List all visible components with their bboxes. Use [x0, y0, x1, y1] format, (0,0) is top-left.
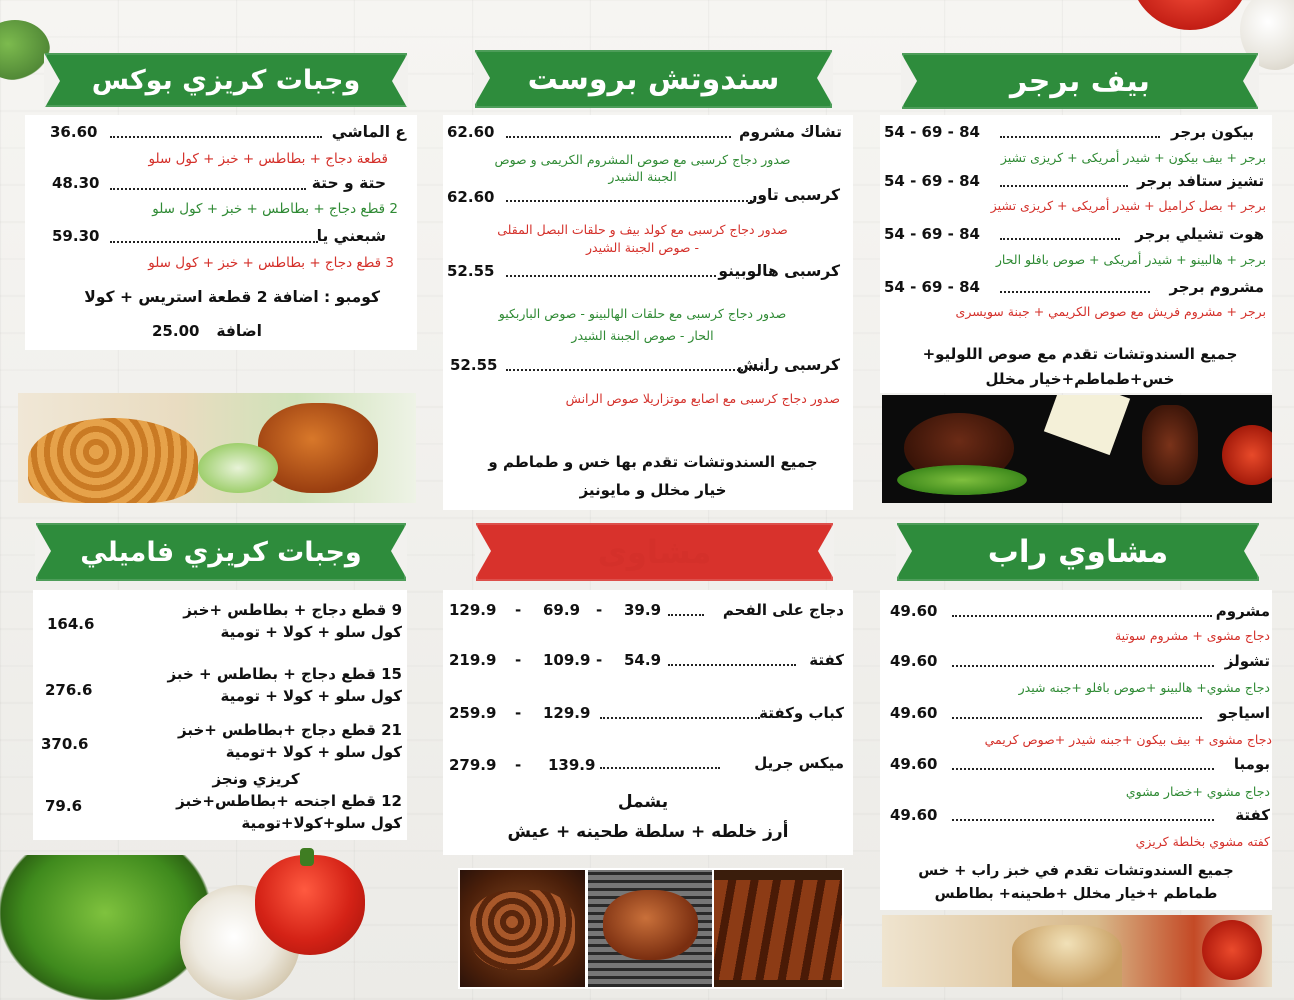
combo-line: كومبو : اضافة 2 قطعة استريس + كولا [84, 288, 380, 306]
menu-item-price: 219.9 [449, 651, 497, 669]
dotted-leader [506, 136, 731, 138]
lettuce-decoration-top [0, 20, 50, 80]
broast-note: جميع السندوتشات تقدم بها خس و طماطم و خيار مخلل و مايونيز [488, 453, 818, 499]
menu-item-desc: صدور دجاج كرسبى مع حلقات الهالبينو - صوص الباربكيو الحار - صوص الجبنة الشيدر [498, 306, 787, 343]
addition-price: 25.00 [152, 322, 200, 340]
family-meal-price: 79.6 [45, 797, 83, 815]
beef-note: جميع السندوتشات تقدم مع صوص اللوليو+ خس+طماطم+خيار مخلل [922, 345, 1238, 388]
menu-item-price: 36.60 [50, 123, 98, 141]
menu-item-desc: صدور دجاج كرسبى مع اصابع موتزاريلا صوص الرانش [565, 391, 840, 406]
dotted-leader [1000, 185, 1128, 187]
menu-item-price: 54 - 69 - 84 [884, 123, 980, 141]
menu-item-name: دجاج على الفحم [722, 601, 844, 619]
grill-includes-items: أرز خلطه + سلطة طحينه + عيش [507, 822, 789, 842]
crazy-family-title: وجبات كريزي فاميلي [80, 536, 362, 568]
grill-photo-2 [586, 868, 714, 989]
menu-item-desc: 2 قطع دجاج + بطاطس + خبز + كول سلو [152, 201, 398, 217]
menu-item-price: 54 - 69 - 84 [884, 225, 980, 243]
menu-item-desc: صدور دجاج كرسبى مع صوص المشروم الكريمى و صوص الجبنة الشيدر [494, 152, 791, 184]
menu-item-price: 259.9 [449, 704, 497, 722]
menu-item-price: 69.9 [543, 601, 581, 619]
menu-item-price: 48.30 [52, 174, 100, 192]
dotted-leader [952, 768, 1214, 770]
dotted-leader [952, 819, 1214, 821]
family-meal-price: 276.6 [45, 681, 93, 699]
price-separator: - [515, 756, 522, 774]
menu-item-price: 52.55 [450, 356, 498, 374]
wrap-grill-title: مشاوي راب [987, 534, 1169, 570]
menu-item-price: 54.9 [624, 651, 662, 669]
menu-item-desc: كفته مشوي بخلطة كريزي [1135, 834, 1270, 849]
menu-item-desc: برجر + مشروم فريش مع صوص الكريمي + جبنة سويسرى [955, 304, 1266, 319]
menu-item-desc: دجاج مشوى + مشروم سوتية [1114, 628, 1270, 643]
menu-item-name: كفتة [809, 651, 844, 669]
pepper-decoration-top [1130, 0, 1250, 30]
menu-item-name: بيكون برجر [1170, 123, 1254, 141]
price-separator: - [596, 601, 603, 619]
dotted-leader [668, 664, 796, 666]
family-meal-price: 164.6 [47, 615, 95, 633]
menu-item-price: 39.9 [624, 601, 662, 619]
menu-item-price: 52.55 [447, 262, 495, 280]
menu-item-name: شبعني يا [316, 227, 386, 245]
red-pepper-decoration [255, 855, 365, 955]
menu-item-name: بومبا [1233, 755, 1270, 773]
grill-photo-3 [712, 868, 844, 989]
menu-item-name: ع الماشي [331, 123, 406, 141]
menu-item-name: مشروم [1215, 602, 1270, 620]
menu-item-name: كفتة [1235, 806, 1270, 824]
grill-photo-1 [458, 868, 587, 989]
dotted-leader [110, 241, 318, 243]
menu-item-name: كرسبى تاور [748, 186, 840, 204]
family-meal-desc: 15 قطع دجاج + بطاطس + خبز كول سلو + كولا + تومية [167, 665, 402, 705]
dotted-leader [506, 200, 756, 202]
menu-item-price: 54 - 69 - 84 [884, 172, 980, 190]
menu-item-price: 49.60 [890, 704, 938, 722]
family-meal-price: 370.6 [41, 735, 89, 753]
beef-burger-title: بيف برجر [1010, 63, 1150, 99]
crazy-family-banner [36, 523, 406, 581]
dotted-leader [600, 767, 720, 769]
price-separator: - [515, 651, 522, 669]
beef-burger-banner [902, 53, 1258, 109]
dotted-leader [600, 717, 760, 719]
grill-panel [443, 590, 853, 855]
menu-item-name: مشروم برجر [1169, 278, 1264, 296]
menu-item-desc: برجر + بصل كراميل + شيدر أمريكى + كريزى تشيز [990, 198, 1266, 213]
menu-item-name: كرسبى رانش [736, 356, 840, 374]
family-meal-desc: 9 قطع دجاج + بطاطس +خبز كول سلو + كولا + تومية [183, 601, 402, 641]
menu-item-name: تشولز [1224, 652, 1270, 670]
menu-item-desc: برجر + بيف بيكون + شيدر أمريكى + كريزى تشيز [1000, 150, 1266, 165]
menu-item-price: 129.9 [449, 601, 497, 619]
burger-photo [882, 395, 1272, 503]
menu-item-desc: 3 قطع دجاج + بطاطس + خبز + كول سلو [148, 255, 394, 271]
grill-title: مشاوى [597, 533, 712, 571]
menu-item-price: 109.9 [543, 651, 591, 669]
menu-item-price: 62.60 [447, 188, 495, 206]
dotted-leader [110, 136, 322, 138]
broast-title: سندوتش بروست [527, 61, 780, 97]
menu-item-name: كباب وكفتة [759, 704, 844, 722]
dotted-leader [668, 614, 704, 616]
menu-item-price: 49.60 [890, 652, 938, 670]
family-meal-desc: كريزي ونجز 12 قطع اجنحه +بطاطس+خبز كول سلو+كولا+تومية [176, 770, 402, 832]
menu-item-price: 62.60 [447, 123, 495, 141]
dotted-leader [506, 275, 716, 277]
dotted-leader [952, 717, 1202, 719]
dotted-leader [506, 369, 766, 371]
dotted-leader [952, 615, 1212, 617]
menu-item-name: كرسبى هالوبينو [718, 262, 840, 280]
menu-item-price: 59.30 [52, 227, 100, 245]
menu-item-price: 139.9 [548, 756, 596, 774]
dotted-leader [952, 665, 1214, 667]
crazy-box-banner [45, 53, 407, 107]
menu-item-desc: دجاج مشوي+ هالبينو +صوص بافلو +جبنه شيدر [1018, 680, 1270, 695]
family-meal-desc: 21 قطع دجاج +بطاطس +خبز كول سلو + كولا +تومية [177, 721, 402, 761]
menu-item-name: تشاك مشروم [738, 123, 842, 141]
lettuce-decoration-bottom [0, 855, 210, 1000]
menu-item-price: 49.60 [890, 755, 938, 773]
price-separator: - [596, 651, 603, 669]
broast-banner [475, 50, 832, 108]
grill-banner [476, 523, 833, 581]
menu-item-name: حتة و حتة [311, 174, 386, 192]
menu-item-name: هوت تشيلي برجر [1135, 225, 1264, 243]
dotted-leader [1000, 238, 1120, 240]
wrap-note: جميع السندوتشات تقدم في خبز راب + خس طماطم +خيار مخلل +طحينه+ بطاطس [918, 863, 1234, 902]
menu-item-price: 49.60 [890, 806, 938, 824]
menu-item-price: 54 - 69 - 84 [884, 278, 980, 296]
price-separator: - [515, 704, 522, 722]
crazy-box-title: وجبات كريزي بوكس [91, 64, 361, 96]
menu-item-name: اسياجو [1218, 704, 1270, 722]
dotted-leader [1000, 136, 1160, 138]
menu-item-name: ميكس جريل [754, 754, 844, 772]
grill-includes-label: يشمل [617, 792, 669, 812]
fried-chicken-photo [18, 393, 416, 503]
addition-label: اضافة [216, 322, 262, 340]
menu-item-price: 279.9 [449, 756, 497, 774]
menu-item-desc: صدور دجاج كرسبى مع كولد بيف و حلقات البصل المقلى - صوص الجبنة الشيدر [497, 222, 788, 255]
price-separator: - [515, 601, 522, 619]
wrap-grill-banner [897, 523, 1259, 581]
menu-item-price: 129.9 [543, 704, 591, 722]
wrap-photo [882, 915, 1272, 987]
menu-item-desc: دجاج مشوي +خضار مشوي [1125, 784, 1270, 799]
dotted-leader [1000, 291, 1150, 293]
pepper-stem [300, 848, 314, 866]
menu-item-price: 49.60 [890, 602, 938, 620]
menu-item-desc: دجاج مشوى + بيف بيكون +جبنه شيدر +صوص كريمي [984, 732, 1272, 747]
menu-item-desc: قطعة دجاج + بطاطس + خبز + كول سلو [148, 151, 388, 167]
menu-item-name: تشيز ستافد برجر [1137, 172, 1264, 190]
menu-item-desc: برجر + هالبينو + شيدر أمريكى + صوص بافلو الحار [995, 252, 1266, 267]
dotted-leader [110, 188, 306, 190]
